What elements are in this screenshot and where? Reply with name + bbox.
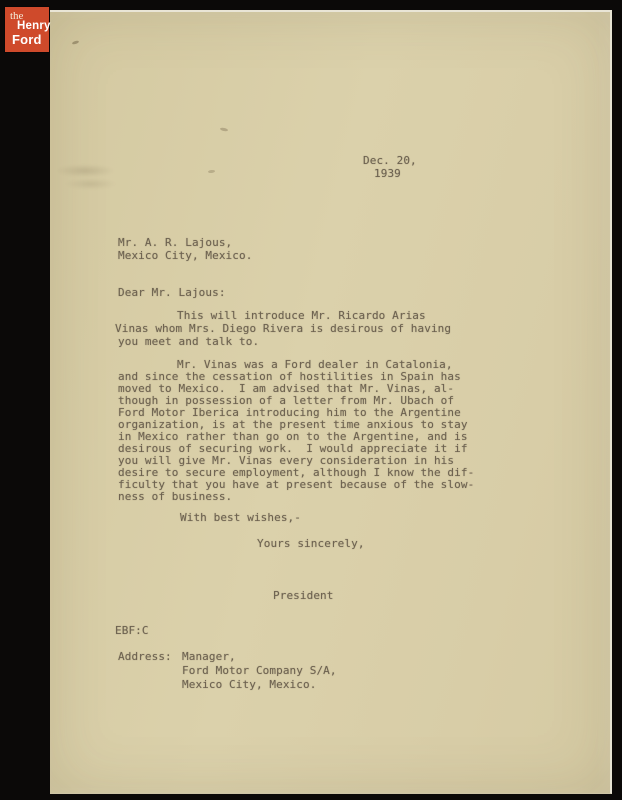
paragraph-line: This will introduce Mr. Ricardo Arias (177, 309, 426, 322)
paragraph-line: desire to secure employment, although I know the dif- (118, 466, 475, 479)
recipient-city: Mexico City, Mexico. (118, 249, 253, 262)
henry-ford-logo (5, 7, 49, 52)
paper-speck (208, 170, 215, 174)
signature-title-block (273, 589, 334, 602)
letter-paper (50, 10, 612, 794)
paragraph-line: Vinas whom Mrs. Diego Rivera is desirous of having (115, 322, 452, 335)
paragraph-line: moved to Mexico. I am advised that Mr. Vinas, al- (118, 382, 455, 395)
paper-speck (72, 40, 80, 45)
closing-sincerely-block (257, 537, 365, 550)
paragraph-line: Ford Motor Iberica introducing him to the Argentine (118, 406, 461, 419)
address-line: Manager, (182, 650, 236, 663)
paragraph-2 (118, 359, 474, 503)
paragraph-line: and since the cessation of hostilities in Spain has (118, 370, 461, 383)
paragraph-1 (115, 309, 452, 348)
closing-wishes-block (180, 511, 301, 524)
paragraph-line: ness of business. (118, 490, 233, 503)
closing-wishes: With best wishes,- (180, 511, 302, 524)
paragraph-line: you meet and talk to. (118, 335, 260, 348)
paragraph-line: organization, is at the present time anxious to stay (118, 418, 468, 431)
paragraph-line: Mr. Vinas was a Ford dealer in Catalonia, (177, 358, 453, 371)
date-line-2: 1939 (374, 167, 401, 180)
signature-title: President (273, 589, 334, 602)
logo-text-henry: Henry (17, 20, 51, 32)
date-block (363, 154, 417, 180)
address-line: Ford Motor Company S/A, (182, 664, 337, 677)
address-line: Mexico City, Mexico. (182, 678, 317, 691)
paragraph-line: in Mexico rather than go on to the Argentine, and is (118, 430, 468, 443)
paper-speck (220, 127, 228, 132)
closing-sincerely: Yours sincerely, (257, 537, 365, 550)
address-block (118, 650, 337, 692)
paragraph-line: desirous of securing work. I would appreciate it if (118, 442, 468, 455)
reference-initials: EBF:C (115, 624, 149, 637)
faint-stamp-smudge (52, 154, 144, 198)
paragraph-line: you will give Mr. Vinas every consideration in his (118, 454, 455, 467)
address-label: Address: (118, 650, 172, 663)
logo-text-the: the (10, 10, 24, 22)
logo-text-ford: Ford (12, 32, 42, 47)
recipient-block (118, 236, 252, 262)
paragraph-line: ficulty that you have at present because of the slow- (118, 478, 475, 491)
reference-initials-block (115, 624, 149, 637)
recipient-name: Mr. A. R. Lajous, (118, 236, 233, 249)
salutation-block (118, 286, 226, 299)
salutation: Dear Mr. Lajous: (118, 286, 226, 299)
paragraph-line: though in possession of a letter from Mr. Ubach of (118, 394, 455, 407)
date-line-1: Dec. 20, (363, 154, 417, 167)
